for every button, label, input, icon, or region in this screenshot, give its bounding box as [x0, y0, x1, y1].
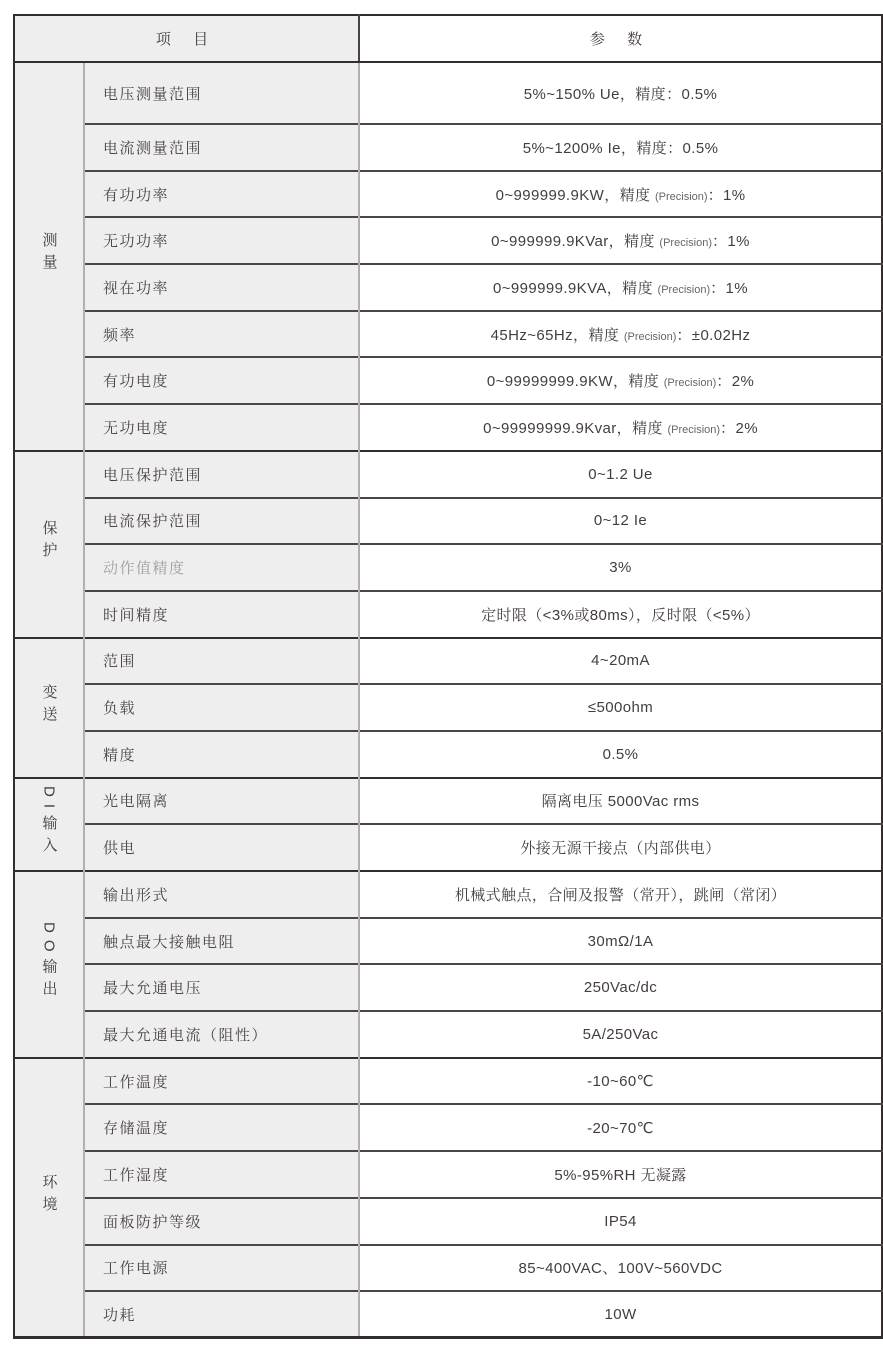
category-cell [14, 638, 84, 778]
table-row [14, 871, 882, 918]
category-label: 保护 [40, 520, 58, 565]
category-label: DI输入 [40, 785, 58, 859]
spec-table [13, 14, 883, 1339]
item-label-cell: 光电隔离 [84, 778, 359, 825]
table-row [14, 217, 882, 264]
category-label: DO输出 [40, 922, 58, 1003]
category-cell [14, 871, 84, 1058]
item-label-cell: 动作值精度 [84, 544, 359, 591]
item-label-cell: 范围 [84, 638, 359, 685]
item-label-cell: 触点最大接触电阻 [84, 918, 359, 965]
table-row [14, 964, 882, 1011]
category-cell [14, 1058, 84, 1338]
precision-note: (Precision) [667, 423, 721, 436]
param-value-text: 0~999999.9KVar，精度 [491, 233, 660, 251]
group-1 [14, 451, 882, 638]
param-value-cell [359, 1245, 882, 1292]
param-value-text: 0~999999.9KW，精度 [495, 186, 655, 204]
param-value-cell [359, 1011, 882, 1058]
param-value-text: IP54 [604, 1212, 637, 1230]
param-value-text: 0~999999.9KVA，精度 [493, 279, 658, 297]
param-value-text: -20~70℃ [587, 1119, 654, 1137]
param-value-cell [359, 404, 882, 451]
category-cell [14, 778, 84, 871]
precision-note: (Precision) [663, 377, 717, 390]
param-value-text: 85~400VAC、100V~560VDC [518, 1260, 723, 1278]
param-value-cell [359, 731, 882, 778]
param-value-cell [359, 1198, 882, 1245]
param-value-cell [359, 451, 882, 498]
item-label-cell: 电流测量范围 [84, 124, 359, 171]
param-value-cell [359, 638, 882, 685]
param-value-text: 4~20mA [591, 652, 650, 670]
table-row [14, 264, 882, 311]
param-value-text: 0~99999999.9KW，精度 [486, 373, 664, 391]
param-value-text: 250Vac/dc [583, 979, 658, 997]
item-label-cell: 电压测量范围 [84, 62, 359, 124]
param-value-text: 30mΩ/1A [587, 932, 654, 950]
param-value-cell [359, 1291, 882, 1338]
item-label-cell: 无功电度 [84, 404, 359, 451]
table-row [14, 357, 882, 404]
item-label-cell: 电流保护范围 [84, 498, 359, 545]
group-0 [14, 62, 882, 451]
param-value-text: -10~60℃ [587, 1073, 654, 1091]
param-value-cell [359, 824, 882, 871]
param-value-cell [359, 124, 882, 171]
table-row [14, 1104, 882, 1151]
group-2 [14, 638, 882, 778]
item-label-cell: 面板防护等级 [84, 1198, 359, 1245]
precision-note: (Precision) [623, 330, 677, 343]
table-row [14, 124, 882, 171]
param-value-cell [359, 918, 882, 965]
param-value-cell [359, 357, 882, 404]
table-row [14, 544, 882, 591]
table-row [14, 498, 882, 545]
item-label-cell: 视在功率 [84, 264, 359, 311]
item-label-cell: 存储温度 [84, 1104, 359, 1151]
param-value-cell [359, 264, 882, 311]
param-value-text: 定时限（<3%或80ms），反时限（<5%） [481, 606, 760, 624]
param-value-text: 隔离电压 5000Vac rms [541, 793, 700, 811]
param-value-text: 0~1.2 Ue [588, 465, 653, 483]
header-cell-param: 参 数 [359, 15, 882, 62]
table-row [14, 404, 882, 451]
item-label-cell: 负载 [84, 684, 359, 731]
param-value-cell [359, 544, 882, 591]
group-3 [14, 778, 882, 871]
category-label: 环境 [40, 1173, 58, 1218]
param-value-text: 0~12 Ie [593, 512, 648, 530]
item-label-cell: 频率 [84, 311, 359, 358]
param-value-text: 外接无源干接点（内部供电） [520, 840, 721, 858]
param-value-text: 3% [609, 559, 632, 577]
param-value-text: 5%~1200% Ie，精度：0.5% [522, 139, 719, 157]
param-value-text: ：±0.02Hz [676, 326, 751, 344]
table-row [14, 684, 882, 731]
category-cell [14, 62, 84, 451]
param-value-text: 0~99999999.9Kvar，精度 [483, 419, 668, 437]
param-value-text: ≤500ohm [587, 699, 654, 717]
table-row [14, 171, 882, 218]
param-value-text: ：2% [720, 419, 758, 437]
item-label-cell: 工作温度 [84, 1058, 359, 1105]
item-label-cell: 精度 [84, 731, 359, 778]
category-cell [14, 451, 84, 638]
param-value-text: ：2% [716, 373, 755, 391]
item-label-cell: 电压保护范围 [84, 451, 359, 498]
param-value-cell [359, 1058, 882, 1105]
item-label-cell: 有功电度 [84, 357, 359, 404]
param-value-cell [359, 171, 882, 218]
precision-note: (Precision) [654, 190, 708, 203]
table-row [14, 1291, 882, 1338]
param-value-text: 5%~150% Ue，精度：0.5% [523, 85, 718, 103]
table-row [14, 778, 882, 825]
param-value-cell [359, 684, 882, 731]
param-value-cell [359, 1104, 882, 1151]
param-value-text: 0.5% [602, 745, 639, 763]
table-row [14, 731, 882, 778]
spec-table-header [14, 15, 882, 62]
param-value-text: ：1% [710, 279, 749, 297]
param-value-cell [359, 964, 882, 1011]
table-row [14, 824, 882, 871]
param-value-text: 5%-95%RH 无凝露 [554, 1166, 687, 1184]
precision-note: (Precision) [659, 237, 712, 250]
item-label-cell: 功耗 [84, 1291, 359, 1338]
table-row [14, 1058, 882, 1105]
table-row [14, 1011, 882, 1058]
category-label: 测量 [40, 232, 58, 277]
param-value-text: ：1% [712, 233, 750, 251]
item-label-cell: 工作湿度 [84, 1151, 359, 1198]
item-label-cell: 工作电源 [84, 1245, 359, 1292]
table-row [14, 638, 882, 685]
param-value-text: 5A/250Vac [582, 1025, 659, 1043]
param-value-text: 机械式触点，合闸及报警（常开），跳闸（常闭） [454, 886, 787, 904]
item-label-cell: 输出形式 [84, 871, 359, 918]
table-row [14, 311, 882, 358]
item-label-cell: 最大允通电压 [84, 964, 359, 1011]
table-row [14, 1198, 882, 1245]
item-label-cell: 无功功率 [84, 217, 359, 264]
param-value-text: 45Hz~65Hz，精度 [490, 326, 624, 344]
param-value-cell [359, 1151, 882, 1198]
param-value-cell [359, 311, 882, 358]
table-row [14, 62, 882, 124]
item-label-cell: 时间精度 [84, 591, 359, 638]
group-4 [14, 871, 882, 1058]
param-value-cell [359, 498, 882, 545]
table-row [14, 918, 882, 965]
table-row [14, 1245, 882, 1292]
param-value-cell [359, 871, 882, 918]
precision-note: (Precision) [657, 283, 711, 296]
param-value-cell [359, 62, 882, 124]
table-row [14, 591, 882, 638]
param-value-text: ：1% [707, 186, 746, 204]
header-cell-item: 项 目 [14, 15, 359, 62]
item-label-cell: 有功功率 [84, 171, 359, 218]
category-label: 变送 [40, 683, 58, 728]
group-5 [14, 1058, 882, 1338]
param-value-cell [359, 217, 882, 264]
param-value-cell [359, 591, 882, 638]
header-row [14, 15, 882, 62]
table-row [14, 451, 882, 498]
param-value-text: 10W [604, 1305, 637, 1323]
item-label-cell: 最大允通电流（阻性） [84, 1011, 359, 1058]
param-value-cell [359, 778, 882, 825]
item-label-cell: 供电 [84, 824, 359, 871]
table-row [14, 1151, 882, 1198]
